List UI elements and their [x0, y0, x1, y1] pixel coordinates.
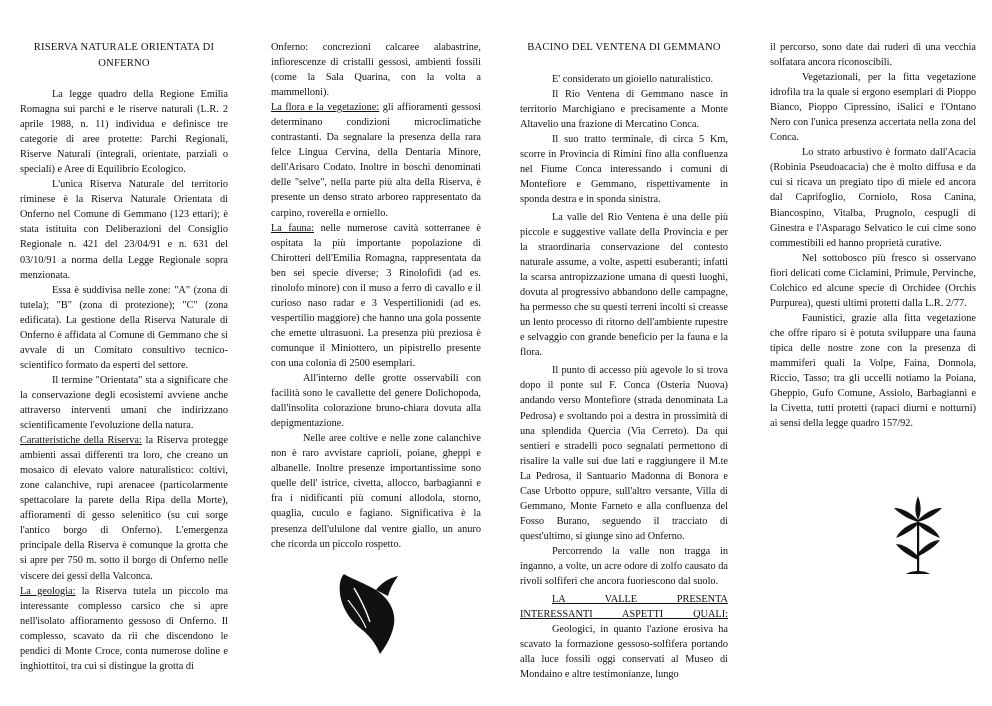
- paragraph-caratteristiche: [20, 433, 228, 583]
- paragraph-text: la Riserva tutela un piccolo ma interessante complesso carsico che si apre nell'isolato affioramento gessoso di Onferno. Il complesso, scavato da rii che discendono le pendici di Monte Croce, conta numerose doline e inghiottitoi, tra cui si distingue la grotta di: [20, 585, 228, 672]
- subheading-fauna: La fauna:: [271, 222, 315, 234]
- bat-illustration: [336, 570, 402, 658]
- paragraph-text: la Riserva protegge ambienti assai differenti tra loro, che creano un mosaico di elevato valore naturalistico: coltivi, zone calanchive, rupi arenacee (particolarmente spettacolare la parete della Ripa della Morte), affioramenti di gesso selenitico (su cui sorge l'antico borgo di Onferno). L'emergenza principale della Riserva è comunque la grotta che si apre per 750 m. sotto il borgo di Onferno nelle viscere dei gessi della Valconca.: [20, 435, 228, 582]
- paragraph: Il termine "Orientata" sta a significare che la conservazione degli ecosistemi avviene anche attraverso interventi umani che indirizzano scientificamente l'evoluzione della natura.: [20, 374, 228, 432]
- paragraph-fauna: [271, 221, 481, 371]
- subheading-geologia: La geologia:: [20, 585, 76, 597]
- paragraph-text: nelle numerose cavità sotterranee è ospitata la più importante popolazione di Chirotteri dell'Emilia Romagna, rappresentata da ben sei specie diverse; 3 Rinolofidi (ad es. rinolofo minore) con il muso a ferro di cavallo e il curioso naso radar e 3 Vespertilionidi (ad es. vespertilio maggiore) che hanno una gola possente che emette ultrasuoni. La presenza più preziosa è comunque il Miniottero, un pipistrello presente con una colonia di 2500 esemplari.: [271, 222, 481, 369]
- paragraph: Faunistici, grazie alla fitta vegetazione che offre riparo si è potuta sviluppare una fauna tipica delle nostre zone con la presenza di mammiferi quali la Volpe, Faina, Donnola, Riccio, Tasso; tra gli uccelli notiamo la Poiana, Gheppio, Gufo Comune, Assiolo, Barbagianni e la Civetta, tutti protetti (rapaci diurni e notturni) ai sensi della legge quadro 157/92.: [770, 312, 976, 430]
- column-riserva-onferno: [20, 40, 228, 674]
- paragraph: Lo strato arbustivo è formato dall'Acacia (Robinia Pseudoacacia) che è molto diffusa e da cui si ricava un pregiato tipo di miele ed ancora dal Caprifoglio, Corniolo, Rosa Canina, Biancospino, Vitalba, Prugnolo, cespugli di Ginestra e l'Asparago Selvatico le cui cime sono commestibili ed hanno proprietà curative.: [770, 147, 976, 249]
- paragraph: Nel sottobosco più fresco si osservano fiori delicati come Ciclamini, Primule, Pervinche, Colchico ed alcune specie di Orchidee (Orchis Purpurea), questi ultimi protetti dalla L.R. 2/77.: [770, 252, 976, 309]
- paragraph: Essa è suddivisa nelle zone: "A" (zona di tutela); "B" (zona di protezione); "C" (zona edificata). La gestione della Riserva Naturale di Onferno è affidata al Comune di Gemmano che si avvale di un Comitato consultivo tecnico-scientifico formato da esperti del settore.: [20, 284, 228, 371]
- paragraph: L'unica Riserva Naturale del territorio riminese è la Riserva Naturale Orientata di Onferno nel Comune di Gemmano (123 ettari); è stata istituita con Deliberazioni del Consiglio Regionale n. 421 del 23/04/91 e n. 631 del 03/10/91 a norma della Legge Regionale sopra menzionata.: [20, 179, 228, 281]
- paragraph: La legge quadro della Regione Emilia Romagna sui parchi e le riserve naturali (L.R. 2 aprile 1988, n. 11) individua e definisce tre categorie di aree protette: Parchi Regionali, Riserve Naturali (integrali, orientate, parziali o speciali) e Aree di Equilibrio Ecologico.: [20, 89, 228, 176]
- column-ventena-continued: [770, 40, 976, 431]
- paragraph-text: gli affioramenti gessosi determinano condizioni microclimatiche contrastanti. Da segnalare la presenza della rara felce Lingua Cervina, della Dentaria Minore, dell'Arisaro Codato. Inoltre in boschi denominati delle "selve", nella parte più alta della Riserva, è presente un denso strato arboreo rappresentato da carpino, roverella e orniello.: [271, 102, 482, 219]
- column-bacino-ventena: [520, 40, 728, 682]
- paragraph: il percorso, sono date dai ruderi di una vecchia solfatara ancora riconoscibili.: [770, 42, 976, 69]
- section-title-riserva: RISERVA NATURALE ORIENTATA DI ONFERNO: [33, 42, 215, 69]
- paragraph: Percorrendo la valle non tragga in inganno, a volte, un acre odore di zolfo causato da rivoli solfiferi che ancora fuoriescono dal suolo.: [520, 545, 728, 588]
- paragraph: Il suo tratto terminale, di circa 5 Km, scorre in Provincia di Rimini fino alla confluenza nel Fiume Conca interessando i comuni di Montefiore e Gemmano, rispettivamente in sponda destra e in sponda sinistra.: [520, 133, 728, 205]
- paragraph: Il Rio Ventena di Gemmano nasce in territorio Marchigiano e precisamente a Monte Altavelio una frazione di Mercatino Conca.: [520, 88, 728, 130]
- section-title-ventena: BACINO DEL VENTENA DI GEMMANO: [527, 42, 721, 53]
- paragraph: E' considerato un gioiello naturalistico.: [552, 73, 714, 85]
- flower-illustration: [888, 494, 948, 578]
- subheading-caratteristiche: Caratteristiche della Riserva:: [20, 435, 142, 447]
- paragraph: La valle del Rio Ventena è una delle più piccole e suggestive vallate della Provincia e per la straordinaria conservazione del contesto naturale assume, a volte, aspetti esuberanti; infatti la scarsa antropizzazione umana di questi luoghi, dovuta al progressivo abbandono delle campagne, ha permesso che su questi terreni incolti si creasse un lento processo di ritorno dell'ambiente rupestre e selvaggio con grande beneficio per la fauna e la flora.: [520, 211, 728, 359]
- paragraph: Onferno: concrezioni calcaree alabastrine, infiorescenze di cristalli gessosi, ambienti fossili (come la Sala Quarina, con la volta a mammelloni).: [271, 42, 481, 99]
- subheading-flora: La flora e la vegetazione:: [271, 102, 380, 114]
- paragraph: Nelle aree coltive e nelle zone calanchive non è raro avvistare caprioli, poiane, gheppi e albanelle. Inoltre presenze importantissime sono quelle dell' istrice, civetta, allocco, barbagianni e fra i nidificanti più comuni allodola, storno, quaglia, cuculo e fagiano. Significativa è la presenza dell'ululone dal ventre giallo, un anuro che ricorda un piccolo rospetto.: [271, 433, 481, 550]
- paragraph-geologia: [20, 584, 228, 674]
- paragraph: All'interno delle grotte osservabili con facilità sono le cavallette del genere Dolichopoda, dall'insolita colorazione bruno-chiara dovuta alla depigmentazione.: [271, 373, 481, 430]
- subheading-aspetti: LA VALLE PRESENTA INTERESSANTI ASPETTI QUALI:: [520, 594, 728, 621]
- column-onferno-continued: [271, 40, 481, 552]
- paragraph-flora: [271, 100, 481, 220]
- paragraph: Geologici, in quanto l'azione erosiva ha scavato la formazione gessoso-solfifera portando alla luce fossili oggi conservati al Museo di Mondaino e altre testimonianze, lungo: [520, 624, 728, 681]
- paragraph: Vegetazionali, per la fitta vegetazione idrofila tra la quale si ergono esemplari di Pioppo Bianco, Pioppo Cipressino, iSalici e l'Ontano Nero con l'unica presenza accertata nella zona del Conca.: [770, 72, 976, 144]
- paragraph: Il punto di accesso più agevole lo si trova dopo il ponte sul F. Conca (Osteria Nuova) andando verso Montefiore (strada denominata La Pedrosa) e svoltando poi a destra in prossimità di una splendida Quercia (Via Cerreto). Da qui sentieri e stradelli poco segnalati permettono di risalire la valle sui due lati e raggiungere il M.te La Pedrosa, il Santuario Madonna di Bonora e Case Urbotto oppure, sull'altro versante, Villa di Gemmano, Monte Farneto e alla confluenza del Fosso Burano, seguendo il tracciato di quest'ultimo, si giunge sino ad Onferno.: [520, 365, 728, 542]
